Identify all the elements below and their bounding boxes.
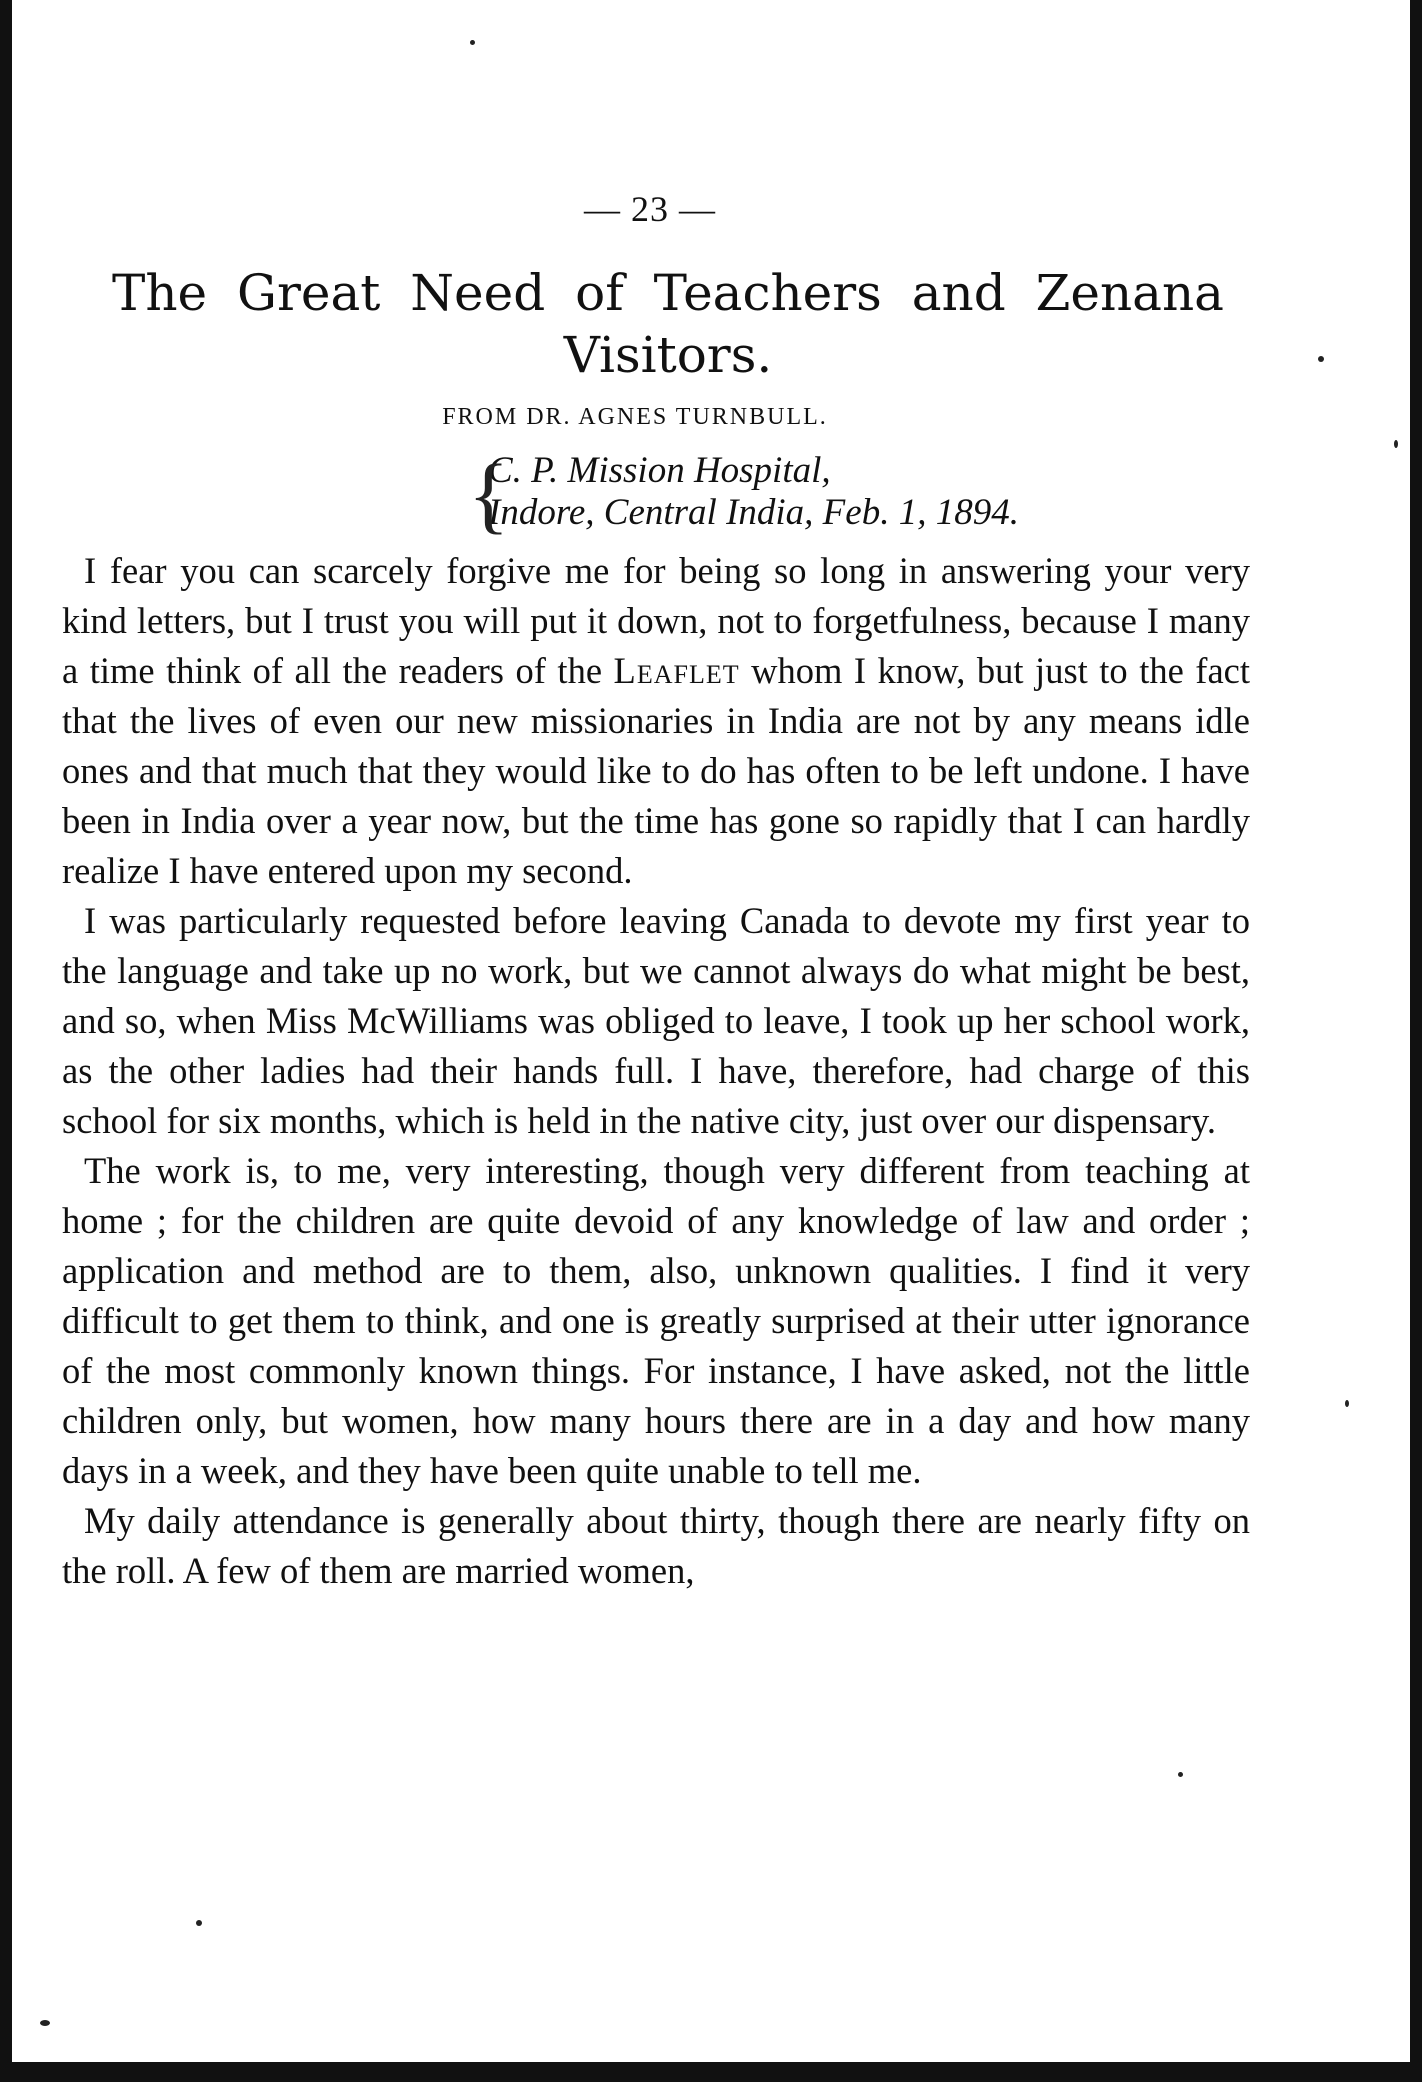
address-line-1: C. P. Mission Hospital, (488, 450, 831, 491)
scan-speck (40, 2020, 50, 2026)
paragraph-1-start: I fear you can scarcely forgive me for being so long in answering your very kind letters, but I trust you will put it down, not to forgetfulness, because I many a time think of all the readers of the (62, 550, 1250, 691)
paragraph-3: The work is, to me, very interesting, though very different from teaching at home ; for the children are quite devoid of any knowledge of law and order ; application and method are to them, also, unknown qualities. I find it very difficult to get them to think, and one is greatly surprised at their utter ignorance of the most commonly known things. For instance, I have asked, not the little children only, but women, how many hours there are in a day and how many days in a week, and they have been quite unable to tell me. (62, 1150, 1250, 1491)
page-number: — 23 — (584, 189, 716, 229)
paragraph-1 (62, 546, 1250, 896)
scan-speck (1318, 356, 1324, 362)
brace-mark: { (468, 446, 510, 542)
paragraph-2: I was particularly requested before leaving Canada to devote my first year to the language and take up no work, but we cannot always do what might be best, and so, when Miss McWilliams was obliged to leave, I took up her school work, as the other ladies had their hands full. I have, therefore, had charge of this school for six months, which is held in the native city, just over our dispensary. (62, 900, 1250, 1141)
letter-body (62, 546, 1250, 1596)
scan-speck (1345, 1400, 1349, 1407)
letter-address (468, 446, 1019, 542)
scan-edge-right (1410, 0, 1422, 2082)
scan-edge-left (0, 0, 12, 2082)
article-title: The Great Need of Teachers and Zenana Visitors. (112, 264, 1224, 384)
address-line-2: Indore, Central India, Feb. 1, 1894. (488, 492, 1019, 533)
scan-edge-bottom (0, 2062, 1422, 2082)
scan-speck (470, 40, 475, 45)
leaflet-name: Leaflet (613, 650, 740, 691)
paragraph-4: My daily attendance is generally about thirty, though there are nearly fifty on the roll. A few of them are married women, (62, 1500, 1250, 1591)
paragraph-1-end: whom I know, but just to the fact that the lives of even our new missionaries in India are not by any means idle ones and that much that they would like to do has often to be left undone. I have been in India over a year now, but the time has gone so rapidly that I can hardly realize I have entered upon my second. (62, 650, 1250, 891)
article-byline: FROM DR. AGNES TURNBULL. (442, 404, 828, 430)
scan-speck (196, 1920, 202, 1926)
scan-speck (1394, 440, 1398, 448)
scan-speck (1178, 1772, 1183, 1777)
